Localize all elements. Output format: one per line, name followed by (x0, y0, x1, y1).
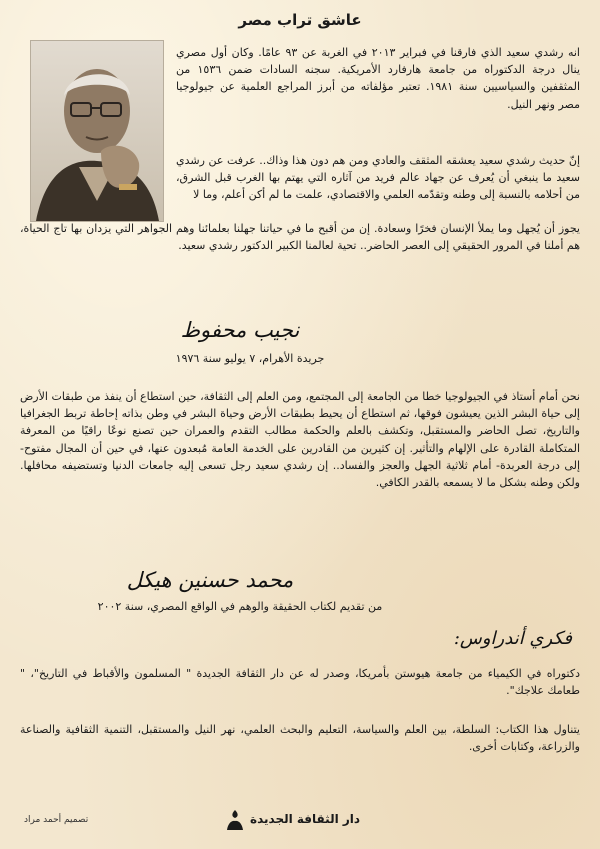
designer-credit: تصميم أحمد مراد (24, 815, 89, 825)
author-bio: دكتوراه في الكيمياء من جامعة هيوستن بأمريكا، وصدر له عن دار الثقافة الجديدة " المسلمون والأقباط في التاريخ"، " طعامك علاجك". (20, 667, 580, 698)
mahfouz-quote-part-1: إنّ حديث رشدي سعيد يعشقه المثقف والعادي ومن هم دون هذا وذاك.. عرفت عن رشدي سعيد ما ينبغي أن يُعرف عن جهاد عالم فريد من آثاره التي يهتم بها الغرب قبل الشرق، من أحلامه بالنسبة إلى وطنه وتقدّمه العلمي والاقتصادي، علمت ما لم أكن أعلم، وما لا (176, 154, 580, 202)
page-title: عاشق تراب مصر (238, 11, 362, 29)
mahfouz-quote-part-2: يجوز أن يُجهل وما يملأ الإنسان فخرًا وسعادة. إن من أقبح ما في حياتنا جهلنا بعلمائنا وهم الجواهر التي يزدان بها تاج الحياة، هم أملنا في المرور الحقيقي إلى العصر الحاضر.. تحية لعالمنا الكبير الدكتور رشدي سعيد. (20, 222, 580, 253)
heikal-quote: نحن أمام أستاذ في الجيولوجيا خطا من الجامعة إلى المجتمع، ومن العلم إلى الثقافة، حين استطاع أن ينفذ من طبقات الأرض إلى حياة البشر الذين يعيشون فوقها، ثم استطاع أن يحيط بطبقات الأرض وحياة البشر في وطن بذاته إحاطة تربط الجغرافيا والتاريخ، تصل الحاضر والمستقبل، وتكشف بالعلم والحكمة مطالب التقدم والعمران حين تصنع نوعًا راقيًا من المعرفة المتكاملة القادرة على الإلهام والتأثير. إن كثيرين من القادرين على الخدمة العامة مُبعدون عنها، في حين أن المجال مفتوح- إلى درجة العربدة- أمام ثلاثية الجهل والعجز والفساد.. إن رشدي سعيد رجل تسعى إليه جامعات الدنيا وتستضيفه محافلها. ولكن وطنه بشكل ما لا يسمعه بالقدر الكافي. (20, 390, 580, 490)
hand-flame-icon (224, 808, 246, 832)
portrait-photo (31, 41, 163, 221)
author-portrait (30, 40, 164, 222)
signature-mahfouz: نجيب محفوظ (180, 318, 300, 342)
intro-paragraph: انه رشدي سعيد الذي فارقنا في فبراير ٢٠١٣ في الغربة عن ٩٣ عامًا. وكان أول مصري ينال درجة الدكتوراه من جامعة هارفارد الأمريكية. سجنه السادات ضمن ١٥٣٦ من المثقفين والسياسيين سنة ١٩٨١. تعتبر مؤلفاته من أبرز المراجع العلمية عن جيولوجيا مصر ونهر النيل. (176, 46, 581, 111)
signature-heikal: محمد حسنين هيكل (126, 568, 294, 592)
publisher-name: دار الثقافة الجديدة (250, 812, 361, 826)
quote-source-2: من تقديم لكتاب الحقيقة والوهم في الواقع المصري، سنة ٢٠٠٢ (97, 600, 383, 613)
quote-source-1: جريدة الأهرام، ٧ يوليو سنة ١٩٧٦ (175, 352, 325, 365)
book-summary: يتناول هذا الكتاب: السلطة، بين العلم والسياسة، التعليم والبحث العلمي، نهر النيل والمستقبل، التنمية الثقافية والصناعة والزراعة، وكتابات أخرى. (20, 723, 580, 754)
author-heading: فكري أندراوس: (453, 628, 572, 649)
